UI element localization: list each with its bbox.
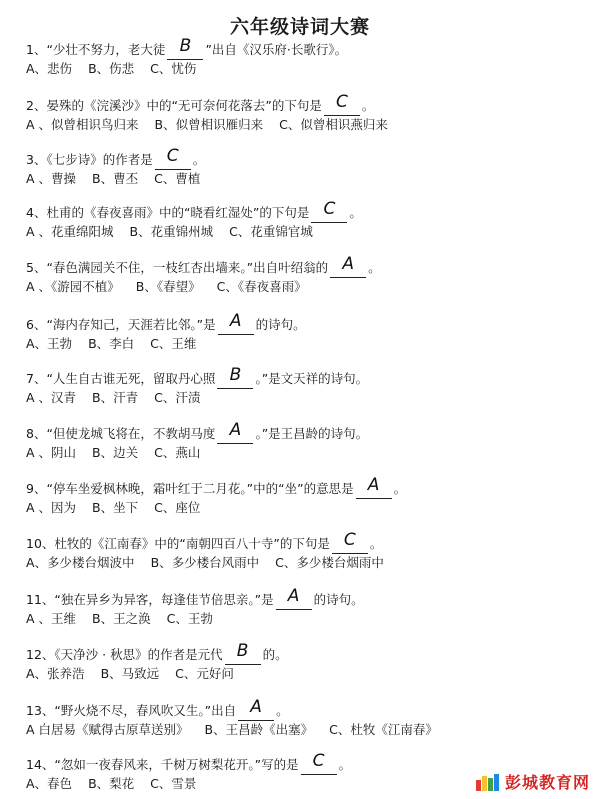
question-text-end: ”出自《汉乐府·长歌行》。 <box>205 42 348 57</box>
question-text-end: 。 <box>276 703 289 718</box>
question-text-end: 。 <box>361 98 375 113</box>
question-text-end: 。 <box>192 152 206 167</box>
option-a: A、悲伤 <box>26 61 73 76</box>
option-b: B、曹丕 <box>92 171 139 186</box>
option-a: A 、《游园不植》 <box>26 279 120 294</box>
option-c: C、元好问 <box>175 666 234 681</box>
answer-blank <box>301 751 337 775</box>
question-text-end: 的诗句。 <box>313 592 364 607</box>
question-text-end: 。 <box>338 757 352 772</box>
option-row <box>26 116 388 134</box>
option-a: A 、阴山 <box>26 445 77 460</box>
question-number: 14、 <box>26 757 55 772</box>
handwritten-answer: A <box>229 420 242 440</box>
answer-blank <box>330 254 366 278</box>
option-c: C、座位 <box>154 500 201 515</box>
question-text: “野火烧不尽，春风吹又生。”出自 <box>54 703 237 718</box>
question-stem <box>26 92 375 116</box>
option-b: B、坐下 <box>92 500 139 515</box>
question-number: 5、 <box>26 260 47 275</box>
question-text: 《天净沙 · 秋思》的作者是元代 <box>54 647 223 662</box>
question-text-end: 。”是文天祥的诗句。 <box>255 371 369 386</box>
option-c: C、忧伤 <box>150 61 197 76</box>
option-row <box>26 170 200 188</box>
answer-blank <box>218 311 254 335</box>
handwritten-answer: A <box>342 254 354 274</box>
option-c: C、雪景 <box>150 776 197 791</box>
question-number: 13、 <box>26 703 55 718</box>
question-stem <box>26 641 288 665</box>
option-c: C、燕山 <box>154 445 201 460</box>
option-row <box>26 223 313 241</box>
handwritten-answer: B <box>179 36 192 56</box>
question-text: 杜甫的《春夜喜雨》中的“晓看红湿处”的下句是 <box>46 205 310 220</box>
option-row <box>26 610 213 628</box>
question-text: “忽如一夜春风来，千树万树梨花开。”写的是 <box>54 757 299 772</box>
answer-blank <box>356 475 392 499</box>
handwritten-answer: C <box>312 751 325 771</box>
option-a: A 白居易《赋得古原草送别》 <box>26 722 189 737</box>
answer-blank <box>217 365 253 389</box>
question-stem <box>26 311 306 335</box>
option-row <box>26 60 196 78</box>
question-text-end: 。 <box>369 536 383 551</box>
question-text: “独在异乡为异客，每逢佳节倍思亲。”是 <box>54 592 274 607</box>
option-row <box>26 499 200 517</box>
option-b: B、多少楼台风雨中 <box>150 555 260 570</box>
answer-blank <box>324 92 360 116</box>
question-stem <box>26 420 369 444</box>
question-text: “但使龙城飞将在，不教胡马度 <box>46 426 216 441</box>
handwritten-answer: A <box>250 697 262 717</box>
question-text: 晏殊的《浣溪沙》中的“无可奈何花落去”的下句是 <box>46 98 322 113</box>
option-row <box>26 278 307 296</box>
question-number: 4、 <box>26 205 47 220</box>
question-text-end: 。 <box>349 205 362 220</box>
option-c: C、杜牧《江南春》 <box>329 722 438 737</box>
option-row <box>26 721 438 739</box>
option-c: C、汗渍 <box>154 390 201 405</box>
option-a: A、张养浩 <box>26 666 85 681</box>
question-text: “人生自古谁无死，留取丹心照 <box>46 371 216 386</box>
option-row <box>26 335 196 353</box>
option-row <box>26 665 234 683</box>
question-stem <box>26 530 383 554</box>
option-a: A、多少楼台烟波中 <box>26 555 135 570</box>
option-a: A 、曹操 <box>26 171 77 186</box>
watermark-text: 彭城教育网 <box>504 773 590 792</box>
page-title: 六年级诗词大赛 <box>229 16 370 38</box>
question-number: 9、 <box>26 481 47 496</box>
question-stem <box>26 199 362 223</box>
option-c: C、曹植 <box>154 171 201 186</box>
handwritten-answer: C <box>335 92 348 112</box>
option-row <box>26 554 384 572</box>
option-b: B、王昌龄《出塞》 <box>204 722 314 737</box>
question-number: 8、 <box>26 426 47 441</box>
question-number: 12、 <box>26 647 55 662</box>
option-c: C、王维 <box>150 336 197 351</box>
answer-blank <box>238 697 274 721</box>
option-b: B、王之涣 <box>92 611 151 626</box>
question-stem <box>26 36 348 60</box>
question-text-end: 的。 <box>262 647 288 662</box>
question-text-end: 。”是王昌龄的诗句。 <box>255 426 369 441</box>
handwritten-answer: C <box>166 146 179 166</box>
handwritten-answer: B <box>236 641 249 661</box>
question-text: “停车坐爱枫林晚，霜叶红于二月花。”中的“坐”的意思是 <box>46 481 354 496</box>
option-a: A 、花重绵阳城 <box>26 224 114 239</box>
option-a: A 、王维 <box>26 611 77 626</box>
option-a: A、王勃 <box>26 336 73 351</box>
answer-blank <box>217 420 253 444</box>
book-logo-icon <box>475 772 501 792</box>
option-b: B、李白 <box>88 336 135 351</box>
option-row <box>26 444 200 462</box>
handwritten-answer: A <box>229 311 242 331</box>
option-a: A 、因为 <box>26 500 77 515</box>
option-row <box>26 775 196 793</box>
option-b: B、《春望》 <box>135 279 201 294</box>
question-stem <box>26 146 206 170</box>
handwritten-answer: C <box>343 530 356 550</box>
option-a: A 、汉青 <box>26 390 77 405</box>
question-number: 11、 <box>26 592 55 607</box>
question-number: 10、 <box>26 536 55 551</box>
answer-blank <box>311 199 347 223</box>
question-text-end: 的诗句。 <box>255 317 306 332</box>
handwritten-answer: A <box>287 586 300 606</box>
question-text: “少壮不努力，老大徒 <box>46 42 166 57</box>
answer-blank <box>276 586 312 610</box>
question-stem <box>26 586 364 610</box>
option-b: B、花重锦州城 <box>129 224 214 239</box>
answer-blank <box>225 641 261 665</box>
answer-blank <box>167 36 203 60</box>
question-stem <box>26 254 381 278</box>
handwritten-answer: A <box>367 475 380 495</box>
option-b: B、伤悲 <box>88 61 135 76</box>
option-c: C、多少楼台烟雨中 <box>275 555 384 570</box>
watermark-logo <box>475 770 590 793</box>
question-text-end: 。 <box>393 481 407 496</box>
option-b: B、马致远 <box>100 666 160 681</box>
question-number: 6、 <box>26 317 47 332</box>
question-stem <box>26 475 407 499</box>
option-c: C、《春夜喜雨》 <box>216 279 307 294</box>
question-stem <box>26 751 352 775</box>
answer-blank <box>155 146 191 170</box>
question-stem <box>26 365 369 389</box>
handwritten-answer: B <box>229 365 242 385</box>
option-c: C、似曾相识燕归来 <box>279 117 388 132</box>
option-b: B、似曾相识雁归来 <box>154 117 264 132</box>
question-text-end: 。 <box>368 260 381 275</box>
option-row <box>26 389 200 407</box>
question-number: 1、 <box>26 42 47 57</box>
question-text: 杜牧的《江南春》中的“南朝四百八十寺”的下句是 <box>54 536 330 551</box>
option-a: A、春色 <box>26 776 73 791</box>
option-a: A 、似曾相识鸟归来 <box>26 117 139 132</box>
option-b: B、梨花 <box>88 776 135 791</box>
question-number: 2、 <box>26 98 47 113</box>
option-b: B、边关 <box>92 445 139 460</box>
handwritten-answer: C <box>323 199 336 219</box>
option-c: C、王勃 <box>166 611 213 626</box>
question-text: “春色满园关不住，一枝红杏出墙来。”出自叶绍翁的 <box>46 260 329 275</box>
question-text: “海内存知己，天涯若比邻。”是 <box>46 317 216 332</box>
question-number: 3、 <box>26 152 47 167</box>
option-c: C、花重锦官城 <box>229 224 313 239</box>
option-b: B、汗青 <box>92 390 139 405</box>
question-text: 《七步诗》的作者是 <box>46 152 153 167</box>
question-number: 7、 <box>26 371 47 386</box>
answer-blank <box>332 530 368 554</box>
question-stem <box>26 697 289 721</box>
